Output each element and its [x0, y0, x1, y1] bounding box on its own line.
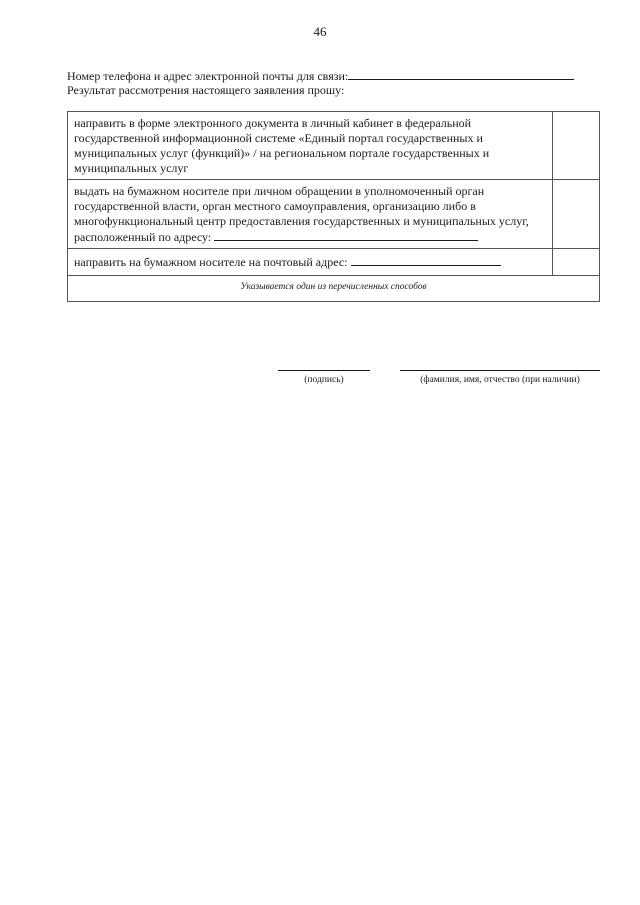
- full-name-line[interactable]: [400, 370, 600, 371]
- option-checkbox-in-person[interactable]: [553, 180, 600, 249]
- option-text-electronic: направить в форме электронного документа в личный кабинет в федеральной государственной информационной системе «Единый портал государственных и муниципальных услуг (функций)» / на региональном портале государственных и муниципальных услуг: [68, 112, 553, 180]
- signature-line[interactable]: [278, 370, 370, 371]
- full-name-caption: (фамилия, имя, отчество (при наличии): [420, 375, 580, 385]
- option-checkbox-mail[interactable]: [553, 249, 600, 276]
- address-input-line[interactable]: [214, 229, 478, 241]
- option-row-electronic: [68, 112, 600, 180]
- option-row-in-person: [68, 180, 600, 249]
- option-text-mail: направить на бумажном носителе на почтовый адрес:: [68, 249, 553, 276]
- delivery-options-table: [67, 111, 600, 302]
- contact-line: [67, 68, 574, 83]
- option-row-mail: [68, 249, 600, 276]
- postal-address-input-line[interactable]: [351, 254, 501, 266]
- option-checkbox-electronic[interactable]: [553, 112, 600, 180]
- note-text: Указывается один из перечисленных способов: [68, 276, 600, 302]
- contact-label: Номер телефона и адрес электронной почты для связи:: [67, 69, 349, 83]
- contact-input-line[interactable]: [348, 68, 574, 80]
- note-row: [68, 276, 600, 302]
- result-request-text: Результат рассмотрения настоящего заявления прошу:: [67, 83, 345, 97]
- page-number: 46: [313, 24, 327, 39]
- signature-caption: (подпись): [304, 375, 344, 385]
- option-text-in-person: выдать на бумажном носителе при личном обращении в уполномоченный орган государственной власти, орган местного самоуправления, организацию либо в многофункциональный центр предоставления государственных и муниципальных услуг, расположенный по адресу:: [68, 180, 553, 249]
